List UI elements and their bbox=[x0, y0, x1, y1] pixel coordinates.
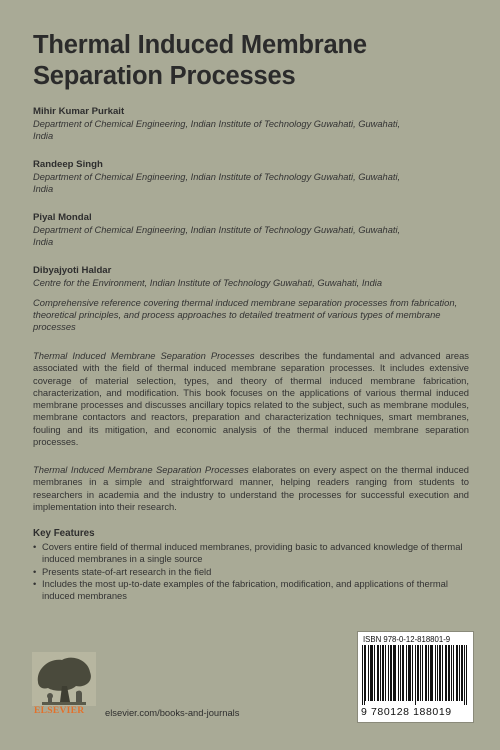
barcode-bar bbox=[395, 645, 396, 701]
barcode-bar bbox=[394, 645, 395, 701]
book-title-italic: Thermal Induced Membrane Separation Processes bbox=[33, 350, 255, 361]
author-name: Mihir Kumar Purkait bbox=[33, 106, 125, 117]
barcode-bar bbox=[370, 645, 371, 701]
barcode-bar bbox=[462, 645, 463, 701]
barcode-bar bbox=[383, 645, 384, 701]
barcode-bar bbox=[449, 645, 450, 701]
barcode-bar bbox=[362, 645, 363, 705]
barcode-bar bbox=[437, 645, 438, 701]
title-line-2: Separation Processes bbox=[33, 62, 296, 90]
barcode-bar bbox=[412, 645, 413, 701]
author-block-1 bbox=[33, 105, 473, 142]
key-features-heading: Key Features bbox=[33, 528, 95, 539]
title-line-1: Thermal Induced Membrane bbox=[33, 31, 367, 59]
key-features-list bbox=[33, 541, 469, 602]
description-paragraph-2 bbox=[33, 464, 469, 513]
author-affiliation: Department of Chemical Engineering, Indian Institute of Technology Guwahati, Guwahati, bbox=[33, 172, 401, 182]
barcode-bar bbox=[372, 645, 373, 701]
author-affiliation-cont: India bbox=[33, 184, 54, 194]
author-affiliation: Department of Chemical Engineering, Indian Institute of Technology Guwahati, Guwahati, bbox=[33, 119, 401, 129]
elsevier-tree-logo bbox=[32, 652, 96, 711]
barcode-bar bbox=[368, 645, 369, 701]
barcode-bar bbox=[459, 645, 460, 701]
barcode-bar bbox=[464, 645, 465, 705]
barcode-bar bbox=[393, 645, 394, 701]
barcode-bar bbox=[364, 645, 365, 705]
paragraph-text: describes the fundamental and advanced areas associated with the field of thermal induced membrane separation processes. It includes extensive coverage of material selection, types, and theory of thermal induced membrane fabrication, characterization, and modification. This book focuses on the applications of various thermal induced membrane processes and discusses ancillary topics related to the subject, such as membrane modules, membrane contactors and reactors, preparation and characterization techniques, smart membranes, fouling and its mitigation, and economic analysis of the thermal induced membrane separation processes. bbox=[33, 350, 469, 448]
barcode-bar bbox=[446, 645, 447, 701]
list-item: • Presents state-of-art research in the field bbox=[33, 565, 212, 577]
barcode-bar bbox=[371, 645, 372, 701]
barcode-bar bbox=[374, 645, 375, 701]
book-title bbox=[33, 30, 473, 92]
barcode-bar bbox=[457, 645, 458, 701]
barcode-bar bbox=[409, 645, 410, 701]
author-block-3 bbox=[33, 211, 473, 248]
author-block-4 bbox=[33, 264, 473, 289]
barcode-bar bbox=[388, 645, 389, 701]
bullet-icon: • bbox=[33, 565, 37, 577]
barcode-bar bbox=[408, 645, 409, 701]
barcode-bar bbox=[398, 645, 399, 701]
description-paragraph-1 bbox=[33, 350, 469, 448]
bullet-icon: • bbox=[33, 577, 37, 589]
author-affiliation-cont: India bbox=[33, 237, 54, 247]
barcode-bar bbox=[417, 645, 418, 701]
barcode-bar bbox=[456, 645, 457, 701]
author-name: Randeep Singh bbox=[33, 159, 103, 170]
barcode-bar bbox=[432, 645, 433, 701]
summary-tagline: Comprehensive reference covering thermal induced membrane separation processes from fabrication, theoretical principles, and process approaches to detailed treatment of various types of membrane processes bbox=[33, 297, 458, 333]
barcode-bars bbox=[362, 645, 469, 705]
paragraph-text: elaborates on every aspect on the thermal induced membranes in a simple and straightforward manner, helping readers ranging from students to researchers in academia and the industry to understand the processes for successful execution and implementation into their research. bbox=[33, 464, 469, 512]
barcode-bar bbox=[431, 645, 432, 701]
book-title-italic: Thermal Induced Membrane Separation Processes bbox=[33, 464, 249, 475]
barcode-bar bbox=[466, 645, 467, 705]
barcode-bar bbox=[382, 645, 383, 701]
barcode-bar bbox=[430, 645, 431, 701]
barcode-bar bbox=[415, 645, 416, 705]
barcode-bar bbox=[448, 645, 449, 701]
barcode-bar bbox=[418, 645, 419, 701]
barcode-bar bbox=[461, 645, 462, 701]
barcode-bar bbox=[442, 645, 443, 701]
barcode-digits: 9 780128 188019 bbox=[361, 706, 452, 718]
barcode-bar bbox=[440, 645, 441, 701]
barcode-bar bbox=[365, 645, 366, 701]
author-affiliation: Department of Chemical Engineering, Indian Institute of Technology Guwahati, Guwahati, bbox=[33, 225, 401, 235]
isbn-text: ISBN 978-0-12-818801-9 bbox=[363, 635, 451, 644]
list-item: • Includes the most up-to-date examples of the fabrication, modification, and applications of thermal induced membranes bbox=[33, 577, 448, 602]
publisher-url: elsevier.com/books-and-journals bbox=[105, 707, 240, 718]
barcode-bar bbox=[391, 645, 392, 701]
barcode-bar bbox=[385, 645, 386, 701]
barcode-bar bbox=[428, 645, 429, 701]
author-name: Dibyajyoti Haldar bbox=[33, 265, 112, 276]
barcode-bar bbox=[453, 645, 454, 701]
barcode-bar bbox=[380, 645, 381, 701]
barcode-bar bbox=[422, 645, 423, 701]
barcode-bar bbox=[390, 645, 391, 701]
author-name: Piyal Mondal bbox=[33, 212, 92, 223]
barcode-bar bbox=[425, 645, 426, 701]
barcode-bar bbox=[439, 645, 440, 701]
barcode-bar bbox=[400, 645, 401, 701]
barcode-bar bbox=[402, 645, 403, 701]
barcode-bar bbox=[435, 645, 436, 701]
barcode-bar bbox=[445, 645, 446, 701]
barcode-bar bbox=[426, 645, 427, 701]
barcode-bar bbox=[377, 645, 378, 701]
barcode-bar bbox=[451, 645, 452, 701]
bullet-icon: • bbox=[33, 541, 37, 552]
barcode-bar bbox=[420, 645, 421, 701]
author-block-2 bbox=[33, 158, 473, 195]
barcode-bar bbox=[378, 645, 379, 701]
barcode-box bbox=[357, 631, 474, 723]
list-item: • Covers entire field of thermal induced membranes, providing basic to advanced knowledge of thermal induced membranes in a single source bbox=[33, 541, 463, 565]
barcode-bar bbox=[410, 645, 411, 701]
publisher-name: ELSEVIER bbox=[34, 706, 85, 716]
barcode-bar bbox=[403, 645, 404, 701]
author-affiliation: Centre for the Environment, Indian Institute of Technology Guwahati, Guwahati, India bbox=[33, 278, 383, 288]
author-affiliation-cont: India bbox=[33, 131, 54, 141]
barcode-bar bbox=[406, 645, 407, 701]
